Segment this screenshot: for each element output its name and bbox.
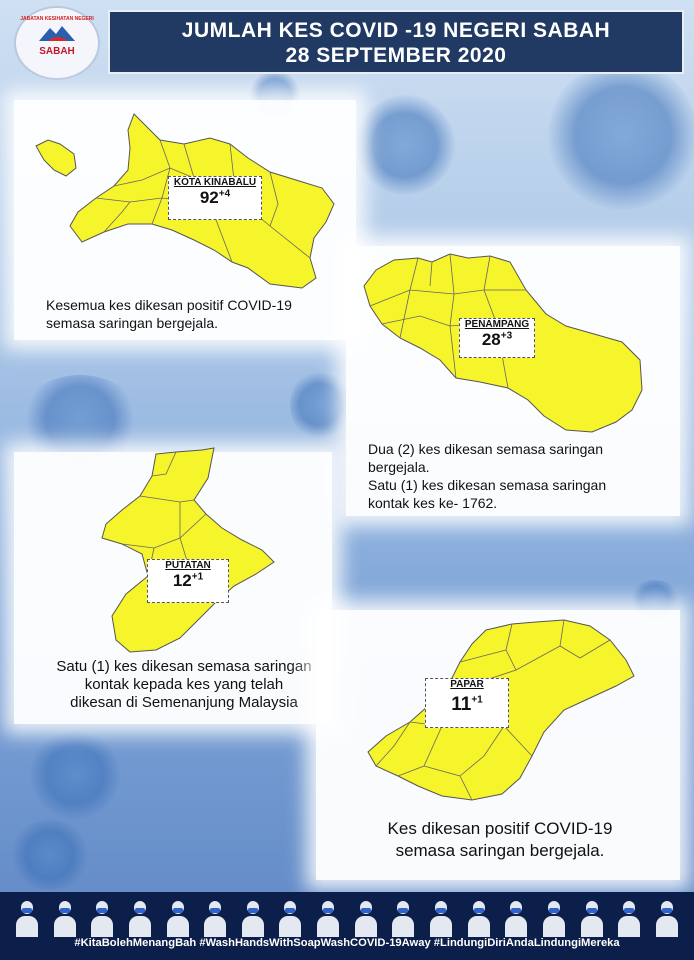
hashtags: #KitaBolehMenangBah #WashHandsWithSoapWashCOVID-19Away #LindungiDiriAndaLindungiMereka bbox=[74, 937, 620, 949]
person-icon bbox=[503, 897, 529, 937]
person-icon bbox=[428, 897, 454, 937]
person-icon bbox=[52, 897, 78, 937]
district-name: PUTATAN bbox=[165, 560, 211, 571]
mountain-icon bbox=[38, 24, 76, 42]
person-icon bbox=[353, 897, 379, 937]
map-putatan bbox=[96, 444, 276, 656]
case-count: $12^{+1}$ bbox=[172, 571, 204, 590]
label-penampang bbox=[459, 318, 535, 358]
person-icon bbox=[277, 897, 303, 937]
person-icon bbox=[165, 897, 191, 937]
desc-papar: Kes dikesan positif COVID-19 semasa saringan bergejala. bbox=[387, 819, 613, 860]
case-count: $28^{+3}$ bbox=[481, 330, 513, 349]
case-count: $92^{+4}$ bbox=[199, 188, 231, 207]
desc-kota-kinabalu: Kesemua kes dikesan positif COVID-19 semasa saringan bergejala. bbox=[46, 297, 292, 331]
virus-decoration bbox=[290, 370, 350, 440]
label-putatan bbox=[147, 559, 229, 603]
footer-banner bbox=[0, 892, 694, 960]
title-banner bbox=[108, 10, 684, 74]
person-icon bbox=[466, 897, 492, 937]
person-icon bbox=[202, 897, 228, 937]
logo-text: SABAH bbox=[39, 46, 75, 57]
frontliner-figures bbox=[14, 897, 680, 937]
page-title: JUMLAH KES COVID -19 NEGERI SABAH bbox=[181, 19, 611, 42]
person-icon bbox=[654, 897, 680, 937]
district-name: PAPAR bbox=[450, 679, 484, 690]
new-cases: +4 bbox=[218, 188, 231, 200]
district-name: PENAMPANG bbox=[464, 319, 530, 330]
person-icon bbox=[240, 897, 266, 937]
new-cases: +1 bbox=[191, 571, 204, 583]
person-icon bbox=[616, 897, 642, 937]
virus-decoration bbox=[10, 820, 90, 890]
virus-decoration bbox=[355, 95, 455, 195]
label-papar bbox=[425, 678, 509, 728]
label-kota-kinabalu bbox=[168, 176, 262, 220]
district-name: KOTA KINABALU bbox=[173, 177, 257, 188]
sabah-health-logo bbox=[14, 6, 100, 80]
new-cases: +3 bbox=[500, 330, 513, 342]
person-icon bbox=[390, 897, 416, 937]
person-icon bbox=[579, 897, 605, 937]
person-icon bbox=[541, 897, 567, 937]
desc-putatan: Satu (1) kes dikesan semasa saringan kontak kepada kes yang telah dikesan di Semenanjung Malaysia bbox=[56, 658, 312, 711]
case-count: $11^{+1}$ bbox=[451, 694, 483, 715]
new-cases: +1 bbox=[471, 694, 483, 706]
logo-top-text: JABATAN KESIHATAN NEGERI bbox=[20, 16, 94, 22]
virus-decoration bbox=[548, 60, 694, 210]
person-icon bbox=[315, 897, 341, 937]
page-date: 28 SEPTEMBER 2020 bbox=[285, 44, 507, 67]
virus-decoration bbox=[30, 730, 120, 820]
person-icon bbox=[14, 897, 40, 937]
desc-penampang: Dua (2) kes dikesan semasa saringan bergejala. Satu (1) kes dikesan semasa saringan kontak kes ke- 1762. bbox=[368, 441, 607, 511]
person-icon bbox=[127, 897, 153, 937]
person-icon bbox=[89, 897, 115, 937]
